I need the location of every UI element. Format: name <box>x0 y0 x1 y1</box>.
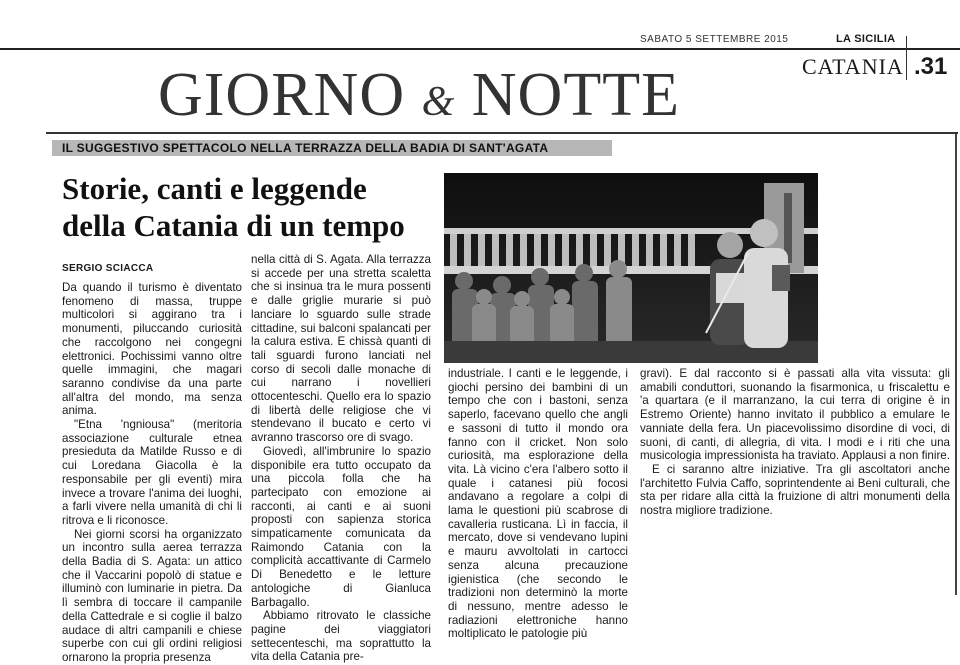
city-section-label: CATANIA <box>802 54 904 79</box>
paragraph: Giovedì, all'imbrunire lo spazio disponibile era tutto occupato da una piccola folla che ha partecipato con emozione ai racconti, ai canti e ai suoni proposti con sapienza storica simpaticamente comunicata da Raimondo Catania con la complicità accattivante di Carmelo Di Benedetto e le letture antologiche di Gianluca Barbagallo. <box>251 444 431 609</box>
page-edge-rule <box>955 134 957 595</box>
paragraph: Abbiamo ritrovato le classiche pagine dei viaggiatori settecenteschi, ma soprattutto la vita della Catania pre- <box>251 609 431 664</box>
article-byline: SERGIO SCIACCA <box>62 263 154 274</box>
paragraph: E ci saranno altre iniziative. Tra gli ascoltatori anche l'architetto Fulvia Caffo, soprintendente ai Beni culturali, che sta per ridare alla città la fruizione di altri monumenti della nostra migliore tradizione. <box>640 462 950 518</box>
paragraph: industriale. I canti e le leggende, i giochi persino dei bambini di un tempo che con i bastoni, senza saperlo, facevano quello che angli e sassoni di tutto il mondo ora fanno con il cricket. Non solo curiosità, ma esplorazione della vita. Là vicino c'era l'albero sotto il quale i catanesi più focosi andavano a regolare a colpi di lama le questioni più scabrose di cavalleria rusticana. Lì in faccia, il mercato, dove si vendevano lupini e mauru avvoltolati in cartocci senza alcuna precauzione igienistica (che secondo le tradizioni non determinò la morte di nessuno, mentre adesso le radiazioni elettroniche hanno moltiplicato le patologie più <box>448 367 628 641</box>
paragraph: gravi). E dal racconto si è passati alla vita vissuta: gli amabili conduttori, suonando la fisarmonica, u friscalettu e 'a quartara (e il marranzano, la cui terra di origine è in Estremo Oriente) hanno invitato il pubblico a emulare le vanniate della fera. Un piacevolissimo disordine di voci, di suoni, di canti, di allegria, di vita. I modi e i riti che una musicologia impressionista ha traviato. Applausi a non finire. <box>640 367 950 463</box>
section-title-word1: GIORNO <box>158 61 406 129</box>
newspaper-name: LA SICILIA <box>836 33 896 45</box>
paragraph: Nei giorni scorsi ha organizzato un incontro sulla aerea terrazza della Badia di S. Agata: un attico che il Vaccarini popolò di statue e illuminò con luminarie in pietra. Da lì sembra di toccare il campanile della Cattedrale e si coglie il balzo audace di altri campanili e chiese superbe con cui gli ordini religiosi ornarono la propria presenza <box>62 527 242 664</box>
section-title-ampersand: & <box>421 79 456 125</box>
section-title <box>158 60 680 131</box>
text-column-2 <box>251 253 431 664</box>
event-photo <box>444 173 818 363</box>
article-kicker: IL SUGGESTIVO SPETTACOLO NELLA TERRAZZA DELLA BADIA DI SANT'AGATA <box>62 141 549 155</box>
publication-date: SABATO 5 SETTEMBRE 2015 <box>640 34 789 45</box>
paragraph: "Etna 'ngniousa" (meritoria associazione culturale etnea presieduta da Matilde Russo e di cui Loredana Giacolla è la responsabile per gli eventi) mira invece a trovare l'anima dei luoghi, a farli vivere nella umanità di chi li ritrova e li riconosce. <box>62 418 242 527</box>
paragraph: Da quando il turismo è diventato fenomeno di massa, truppe multicolori si aggirano tra i monumenti, piluccando curiosità che raccolgono nei congegni elettronici. Pochissimi vanno oltre quelle immagini, che magari saranno condivise da una parte all'altra del mondo, ma senza anima. <box>62 281 242 418</box>
headline-line-2: della Catania di un tempo <box>62 208 405 243</box>
article-headline <box>62 170 452 244</box>
text-column-3 <box>448 367 628 641</box>
section-title-word2: NOTTE <box>471 61 680 129</box>
text-column-4 <box>640 367 950 518</box>
headline-line-1: Storie, canti e leggende <box>62 171 367 206</box>
event-photo-illustration <box>444 173 818 363</box>
paragraph: nella città di S. Agata. Alla terrazza si accede per una stretta scaletta che si insinua tra le mura possenti e dalle griglie murarie si può lanciare lo sguardo sulle strade cittadine, sui balconi spalancati per la calura estiva. E chissà quanti di tali sguardi furono lanciati nel corso di secoli dalle monache di cui narrano i novellieri ottocenteschi. Quello era lo spazio di libertà delle religiose che vi stendevano il bucato e certo vi avranno trascorso ore di svago. <box>251 253 431 445</box>
header-rule <box>0 48 960 50</box>
page-number: .31 <box>914 53 948 80</box>
header-divider <box>906 36 907 80</box>
text-column-1 <box>62 281 242 665</box>
section-rule <box>46 132 958 134</box>
